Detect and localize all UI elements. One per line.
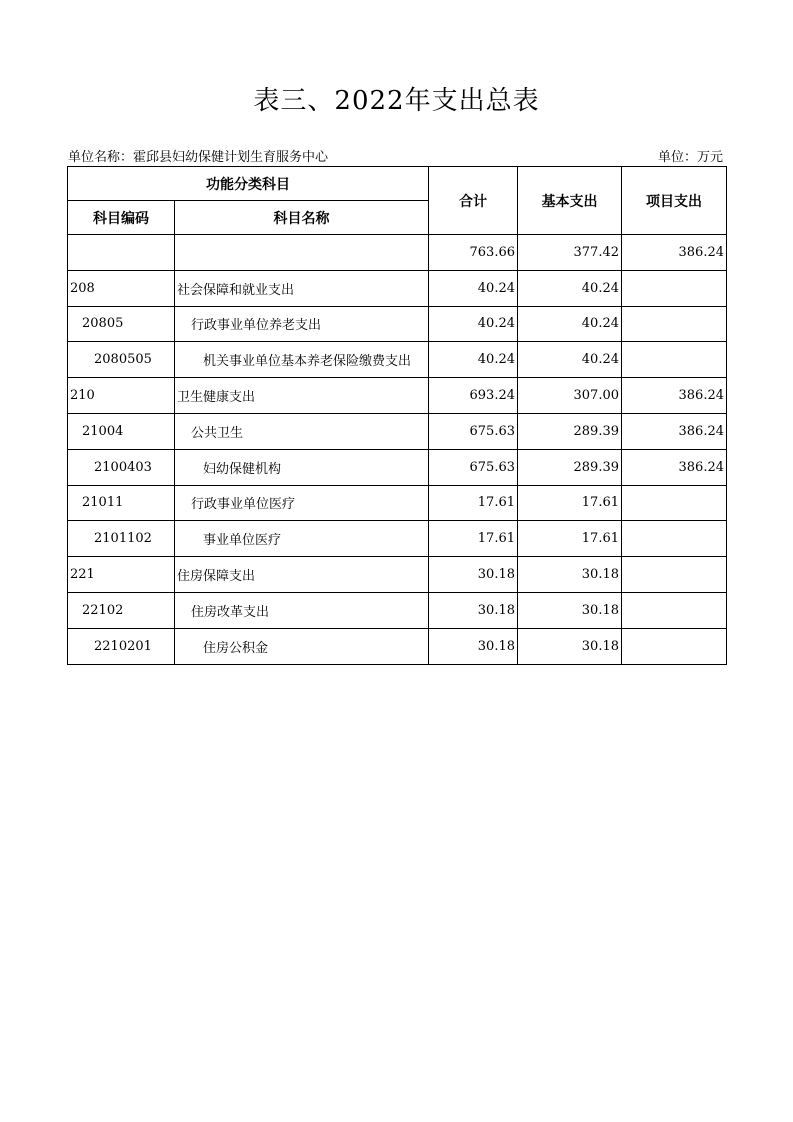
table-row [68, 449, 727, 485]
cell-total: 30.18 [429, 557, 518, 593]
cell-name: 卫生健康支出 [175, 378, 429, 414]
table-body [68, 235, 727, 665]
cell-basic: 307.00 [518, 378, 622, 414]
table-row [68, 592, 727, 628]
cell-code: 2210201 [68, 628, 175, 664]
header-code: 科目编码 [68, 201, 175, 235]
cell-project [622, 628, 727, 664]
cell-total: 675.63 [429, 449, 518, 485]
table-row [68, 521, 727, 557]
cell-code: 210 [68, 378, 175, 414]
cell-name: 妇幼保健机构 [175, 449, 429, 485]
header-total: 合计 [429, 167, 518, 235]
cell-basic: 30.18 [518, 628, 622, 664]
cell-code [68, 235, 175, 271]
table-row [68, 413, 727, 449]
cell-name: 公共卫生 [175, 413, 429, 449]
cell-total: 675.63 [429, 413, 518, 449]
cell-total: 40.24 [429, 306, 518, 342]
cell-project [622, 557, 727, 593]
cell-total: 17.61 [429, 521, 518, 557]
cell-basic: 17.61 [518, 485, 622, 521]
table-row [68, 306, 727, 342]
cell-project: 386.24 [622, 378, 727, 414]
cell-code: 2101102 [68, 521, 175, 557]
cell-basic: 17.61 [518, 521, 622, 557]
cell-total: 763.66 [429, 235, 518, 271]
cell-project [622, 592, 727, 628]
cell-total: 40.24 [429, 270, 518, 306]
cell-project [622, 485, 727, 521]
cell-total: 40.24 [429, 342, 518, 378]
cell-basic: 40.24 [518, 270, 622, 306]
cell-basic: 30.18 [518, 557, 622, 593]
cell-code: 208 [68, 270, 175, 306]
cell-project [622, 521, 727, 557]
cell-project [622, 342, 727, 378]
header-name: 科目名称 [175, 201, 429, 235]
table-row [68, 342, 727, 378]
cell-code: 221 [68, 557, 175, 593]
cell-total: 17.61 [429, 485, 518, 521]
cell-name [175, 235, 429, 271]
cell-project: 386.24 [622, 449, 727, 485]
cell-name: 行政事业单位养老支出 [175, 306, 429, 342]
cell-name: 行政事业单位医疗 [175, 485, 429, 521]
cell-name: 事业单位医疗 [175, 521, 429, 557]
unit-name-label: 单位名称：霍邱县妇幼保健计划生育服务中心 [68, 150, 329, 165]
cell-project: 386.24 [622, 235, 727, 271]
table-row [68, 270, 727, 306]
cell-total: 693.24 [429, 378, 518, 414]
expenditure-table [67, 166, 727, 665]
total-row [68, 235, 727, 271]
cell-code: 21011 [68, 485, 175, 521]
cell-total: 30.18 [429, 628, 518, 664]
table-header [68, 167, 727, 235]
cell-name: 住房公积金 [175, 628, 429, 664]
cell-basic: 40.24 [518, 306, 622, 342]
header-basic-expenditure: 基本支出 [518, 167, 622, 235]
cell-code: 22102 [68, 592, 175, 628]
cell-basic: 30.18 [518, 592, 622, 628]
cell-basic: 40.24 [518, 342, 622, 378]
table-row [68, 485, 727, 521]
cell-code: 2080505 [68, 342, 175, 378]
table-row [68, 628, 727, 664]
cell-code: 21004 [68, 413, 175, 449]
cell-name: 机关事业单位基本养老保险缴费支出 [175, 342, 429, 378]
header-function-category: 功能分类科目 [68, 167, 429, 201]
currency-unit-label: 单位：万元 [657, 150, 723, 165]
cell-basic: 289.39 [518, 449, 622, 485]
cell-code: 20805 [68, 306, 175, 342]
table-row [68, 378, 727, 414]
cell-project: 386.24 [622, 413, 727, 449]
cell-project [622, 306, 727, 342]
cell-basic: 377.42 [518, 235, 622, 271]
header-project-expenditure: 项目支出 [622, 167, 727, 235]
cell-project [622, 270, 727, 306]
cell-name: 社会保障和就业支出 [175, 270, 429, 306]
cell-basic: 289.39 [518, 413, 622, 449]
cell-name: 住房改革支出 [175, 592, 429, 628]
cell-name: 住房保障支出 [175, 557, 429, 593]
page-title: 表三、2022年支出总表 [253, 86, 540, 116]
table-row [68, 557, 727, 593]
cell-code: 2100403 [68, 449, 175, 485]
cell-total: 30.18 [429, 592, 518, 628]
